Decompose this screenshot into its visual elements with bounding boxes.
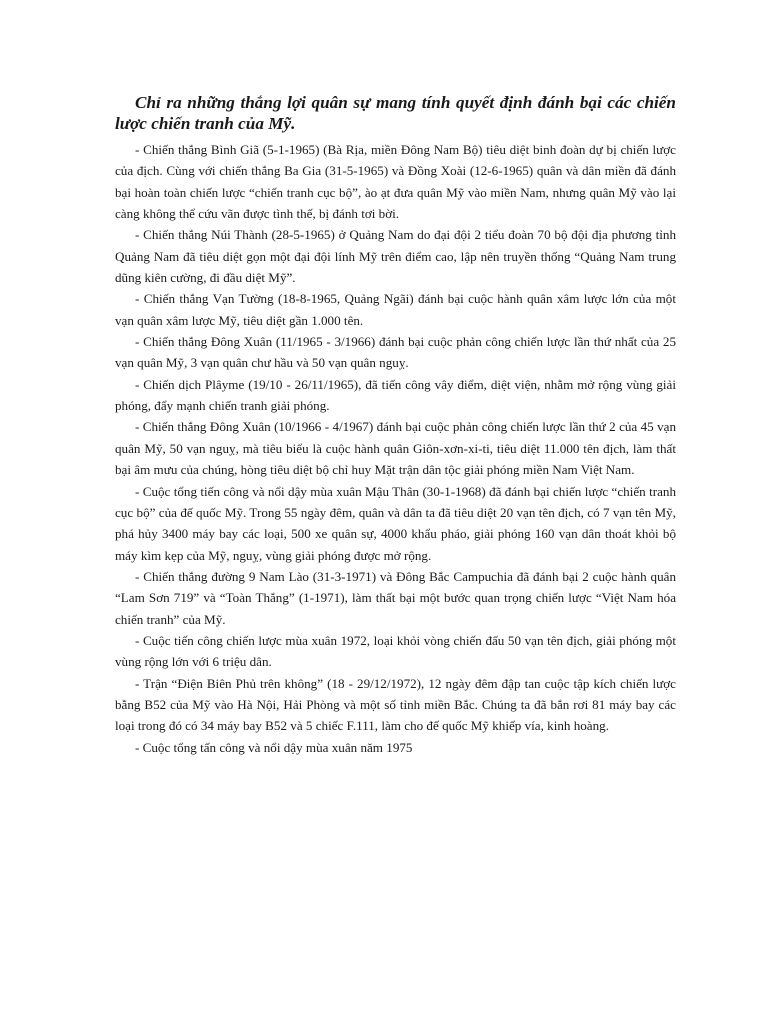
paragraph-xuan-1975: - Cuộc tổng tấn công và nổi dậy mùa xuân năm 1975 — [135, 739, 413, 755]
paragraph-playme: - Chiến dịch Plâyme (19/10 - 26/11/1965), đã tiến công vây điểm, diệt viện, nhằm mở rộng vùng giải phóng, đẩy mạnh chiến tranh giải phóng. — [115, 376, 676, 414]
paragraph-nui-thanh: - Chiến thắng Núi Thành (28-5-1965) ở Quảng Nam do đại đội 2 tiểu đoàn 70 bộ đội địa phương tỉnh Quảng Nam đã tiêu diệt gọn một đại đội lính Mỹ trên điểm cao, lập nên truyền thống “Quảng Nam trung dũng kiên cường, đi đầu diệt Mỹ”. — [115, 227, 676, 286]
paragraph-dong-xuan-1966: - Chiến thắng Đông Xuân (10/1966 - 4/1967) đánh bại cuộc phản công chiến lược lần thứ 2 của 45 vạn quân Mỹ, 50 vạn nguỵ, mà tiêu biểu là cuộc hành quân Giôn-xơn-xi-ti, tiêu diệt 11.000 tên địch, làm thất bại âm mưu của chúng, hòng tiêu diệt bộ chỉ huy Mặt trận dân tộc giải phóng miền Nam Việt Nam. — [115, 419, 676, 478]
document-title: Chỉ ra những thắng lợi quân sự mang tính quyết định đánh bại các chiến lược chiến tranh của Mỹ. — [115, 93, 676, 133]
paragraph-dien-bien-phu-tren-khong: - Trận “Điện Biên Phủ trên không” (18 - 29/12/1972), 12 ngày đêm đập tan cuộc tập kích chiến lược bằng B52 của Mỹ vào Hà Nội, Hải Phòng và một số tỉnh miền Bắc. Chúng ta đã bắn rơi 81 máy bay các loại trong đó có 34 máy bay B52 và 5 chiếc F.111, làm cho đế quốc Mỹ khiếp vía, kinh hoàng. — [115, 675, 676, 734]
document-page — [115, 92, 676, 758]
paragraph-binh-gia: - Chiến thắng Bình Giã (5-1-1965) (Bà Rịa, miền Đông Nam Bộ) tiêu diệt binh đoàn dự bị chiến lược của địch. Cùng với chiến thắng Ba Gia (31-5-1965) và Đồng Xoài (12-6-1965) quân và dân miền đã đánh bại hoàn toàn chiến lược “chiến tranh cục bộ”, ào ạt đưa quân Mỹ vào miền Nam, nhưng quân Mỹ vào lại càng không thể cứu vãn được tình thế, bị đánh tơi bời. — [115, 142, 676, 222]
paragraph-mau-than: - Cuộc tổng tiến công và nổi dậy mùa xuân Mậu Thân (30-1-1968) đã đánh bại chiến lược “chiến tranh cục bộ” của đế quốc Mỹ. Trong 55 ngày đêm, quân và dân ta đã tiêu diệt 20 vạn tên địch, có 7 vạn tên Mỹ, phá hủy 3400 máy bay các loại, 500 xe quân sự, 4000 khẩu pháo, giải phóng 160 vạn dân thoát khỏi bộ máy kìm kẹp của Mỹ, nguỵ, vùng giải phóng được mở rộng. — [115, 483, 676, 563]
paragraph-dong-xuan-1965: - Chiến thắng Đông Xuân (11/1965 - 3/1966) đánh bại cuộc phản công chiến lược lần thứ nhất của 25 vạn quân Mỹ, 3 vạn quân chư hầu và 50 vạn quân nguỵ. — [115, 334, 676, 371]
paragraph-duong-9-nam-lao: - Chiến thắng đường 9 Nam Lào (31-3-1971) và Đông Bắc Campuchia đã đánh bại 2 cuộc hành quân “Lam Sơn 719” và “Toàn Thắng” (1-1971), làm thất bại một bước quan trọng chiến lược “Việt Nam hóa chiến tranh” của Mỹ. — [115, 568, 676, 627]
paragraph-van-tuong: - Chiến thắng Vạn Tường (18-8-1965, Quảng Ngãi) đánh bại cuộc hành quân xâm lược lớn của một vạn quân xâm lược Mỹ, tiêu diệt gần 1.000 tên. — [115, 291, 676, 328]
paragraph-xuan-1972: - Cuộc tiến công chiến lược mùa xuân 1972, loại khỏi vòng chiến đấu 50 vạn tên địch, giải phóng một vùng rộng lớn với 6 triệu dân. — [115, 632, 676, 670]
